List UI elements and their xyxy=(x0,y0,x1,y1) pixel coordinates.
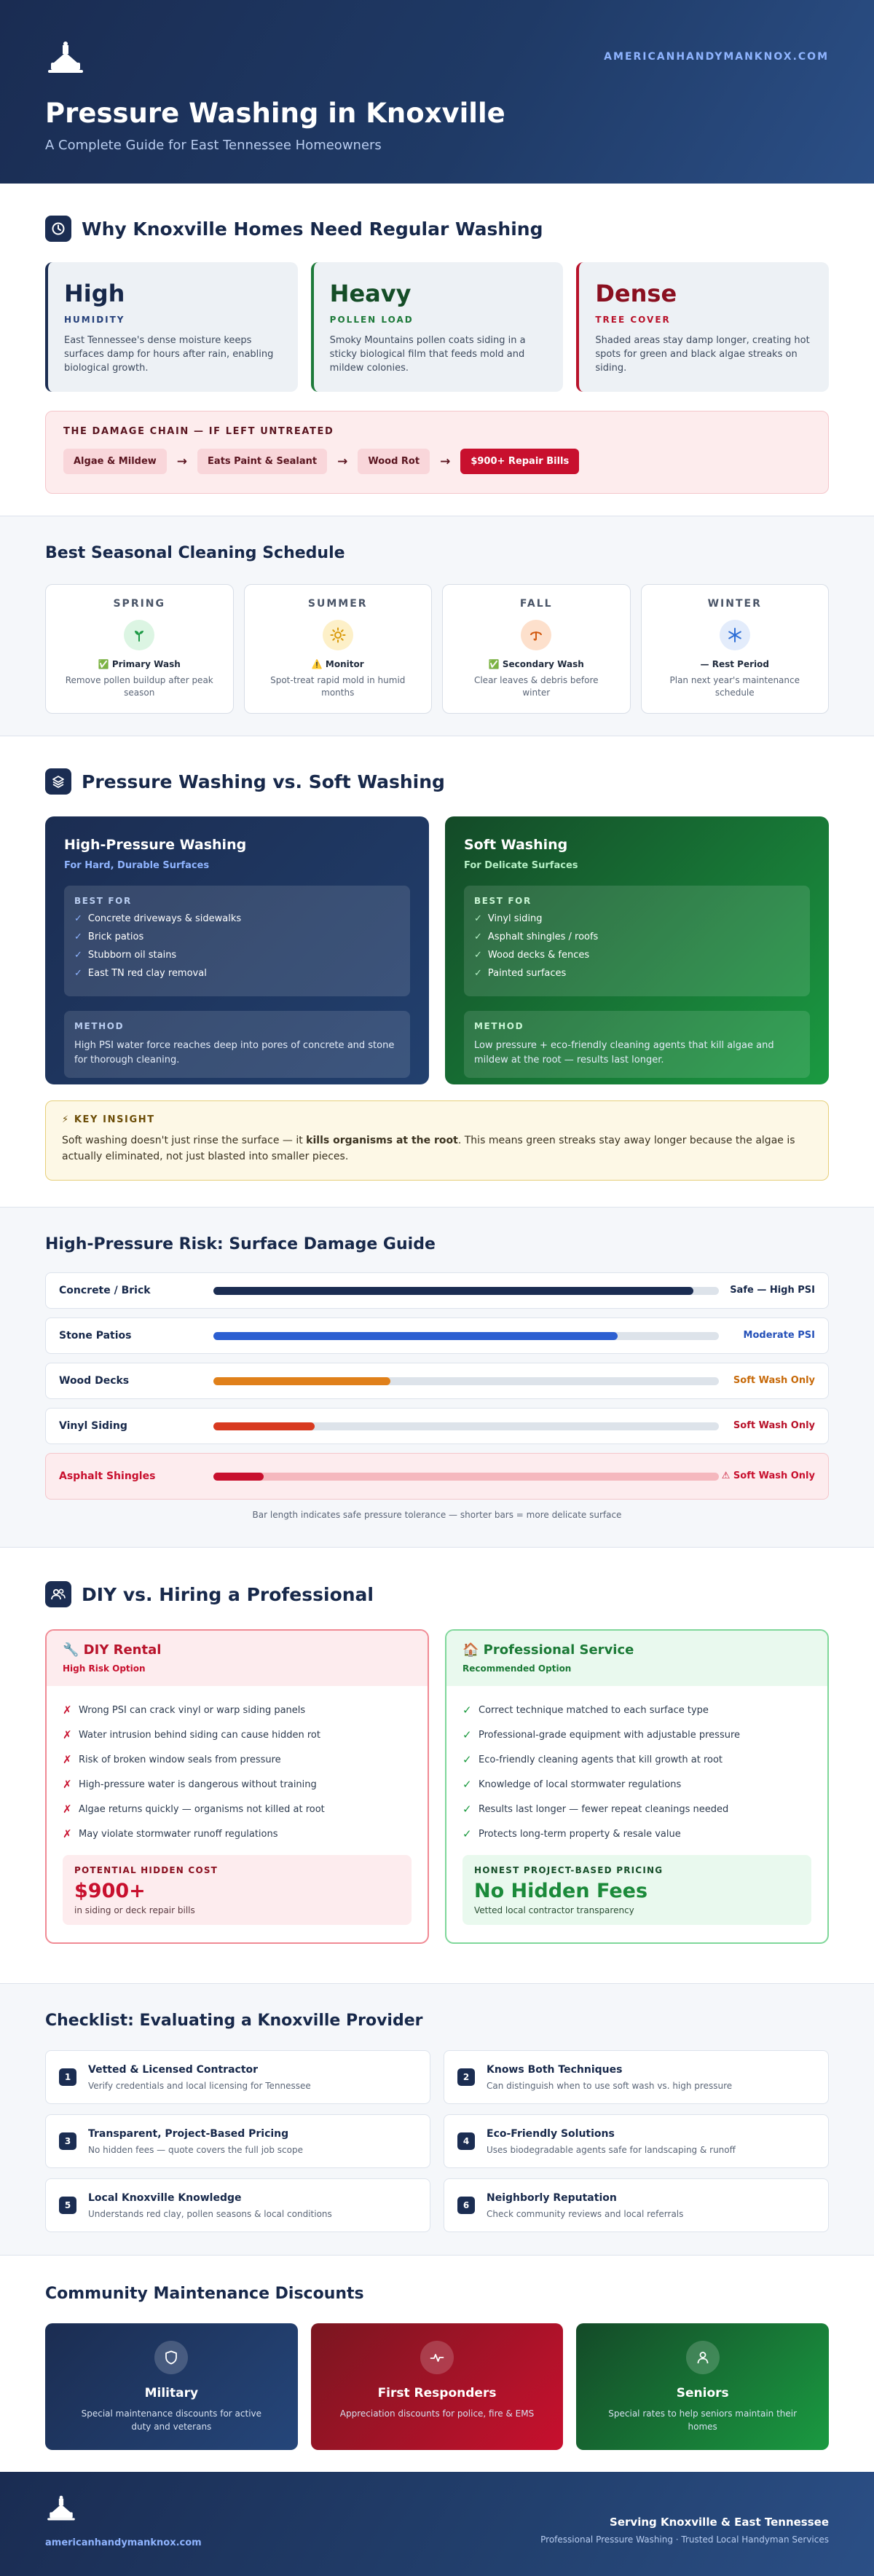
season-name: SPRING xyxy=(113,598,166,610)
compare-section xyxy=(0,736,874,1207)
shield-icon xyxy=(154,2341,188,2374)
stat-tag: POLLEN LOAD xyxy=(329,315,414,325)
list-item xyxy=(63,1797,412,1821)
why-title: Why Knoxville Homes Need Regular Washing xyxy=(82,218,543,240)
cost-label: HONEST PROJECT-BASED PRICING xyxy=(474,1865,664,1875)
cost-note: Vetted local contractor transparency xyxy=(474,1905,634,1915)
card-subtitle: For Delicate Surfaces xyxy=(464,860,578,871)
list-item-text: Protects long-term property & resale value xyxy=(479,1828,681,1840)
discounts-title: Community Maintenance Discounts xyxy=(45,2285,364,2303)
season-desc: Spot-treat rapid mold in humid months xyxy=(270,675,406,698)
panel-title: BEST FOR xyxy=(474,896,532,906)
header xyxy=(0,0,874,184)
soft-wash-card xyxy=(445,816,829,1084)
benefit-list xyxy=(446,1686,827,1846)
sun-icon xyxy=(323,620,353,650)
diy-cards xyxy=(45,1629,829,1944)
season-card-fall xyxy=(442,584,631,714)
stat-desc: Shaded areas stay damp longer, creating hot spots for green and black algae streaks on siding. xyxy=(595,335,810,374)
list-item-text: Asphalt shingles / roofs xyxy=(487,931,599,942)
check-icon: ✓ xyxy=(474,931,482,942)
list-item xyxy=(74,950,400,968)
list-item-text: Wood decks & fences xyxy=(487,950,590,961)
item-body xyxy=(88,2192,332,2219)
cross-icon: ✗ xyxy=(63,1703,72,1717)
discount-desc: Special rates to help seniors maintain their homes xyxy=(608,2408,798,2432)
list-item xyxy=(462,1821,811,1846)
why-heading xyxy=(45,216,829,242)
surface-bar-row xyxy=(45,1363,829,1399)
discount-cards xyxy=(45,2323,829,2450)
list-item xyxy=(74,968,400,986)
risk-title: High-Pressure Risk: Surface Damage Guide xyxy=(45,1235,436,1253)
item-title: Transparent, Project-Based Pricing xyxy=(88,2127,289,2140)
panel-title: METHOD xyxy=(474,1021,524,1031)
insight-text: . This means green streaks stay away longer because the algae is actually eliminated, not just blasted into smaller pieces. xyxy=(62,1135,795,1162)
chain-step: Wood Rot xyxy=(358,449,430,474)
item-body xyxy=(88,2064,311,2091)
heartbeat-icon xyxy=(420,2341,454,2374)
list-item xyxy=(474,913,800,931)
item-title: Knows Both Techniques xyxy=(487,2063,623,2076)
pressure-track xyxy=(213,1377,719,1385)
pressure-bar xyxy=(213,1422,315,1430)
seasons-title: Best Seasonal Cleaning Schedule xyxy=(45,544,345,562)
clock-icon xyxy=(45,216,71,242)
list-item xyxy=(63,1698,412,1722)
check-icon: ✓ xyxy=(74,931,82,942)
list-item-text: Painted surfaces xyxy=(487,968,567,979)
surface-label: Asphalt Shingles xyxy=(59,1470,156,1482)
cross-icon: ✗ xyxy=(63,1827,72,1840)
pressure-rating: Soft Wash Only xyxy=(733,1420,815,1431)
panel-title: METHOD xyxy=(74,1021,125,1031)
footer-tagline: Serving Knoxville & East Tennessee xyxy=(610,2516,829,2529)
header-site-url[interactable]: AMERICANHANDYMANKNOX.COM xyxy=(604,51,829,63)
card-title: High-Pressure Washing xyxy=(64,837,247,853)
discount-desc: Appreciation discounts for police, fire & EMS xyxy=(339,2408,535,2419)
list-item xyxy=(474,968,800,986)
chain-step-final: $900+ Repair Bills xyxy=(460,449,579,474)
list-item xyxy=(74,931,400,950)
compare-heading xyxy=(45,768,829,795)
season-task: ✅ Secondary Wash xyxy=(488,659,584,669)
item-number: 2 xyxy=(457,2068,475,2086)
list-item-text: Correct technique matched to each surface type xyxy=(479,1704,709,1716)
pricing-box xyxy=(462,1855,811,1925)
cost-label: POTENTIAL HIDDEN COST xyxy=(74,1865,219,1875)
check-icon: ✓ xyxy=(474,968,482,979)
method-text: Low pressure + eco-friendly cleaning agents that kill algae and mildew at the root — results last longer. xyxy=(474,1040,774,1066)
pressure-track xyxy=(213,1287,719,1295)
chain-step: Algae & Mildew xyxy=(63,449,167,474)
card-title: 🏠 Professional Service xyxy=(462,1642,634,1658)
card-subtitle: Recommended Option xyxy=(462,1663,572,1674)
discount-card-seniors xyxy=(576,2323,829,2450)
footer xyxy=(0,2472,874,2576)
best-for-panel xyxy=(464,886,810,996)
list-item-text: Knowledge of local stormwater regulations xyxy=(479,1779,682,1790)
insight-title: ⚡ KEY INSIGHT xyxy=(62,1114,155,1125)
item-number: 1 xyxy=(59,2068,76,2086)
check-icon: ✓ xyxy=(462,1753,472,1766)
bar-note: Bar length indicates safe pressure tolerance — shorter bars = more delicate surface xyxy=(252,1510,622,1520)
check-icon: ✓ xyxy=(474,950,482,961)
checklist-item xyxy=(45,2050,430,2104)
stat-tag: TREE COVER xyxy=(595,315,671,325)
checklist-item xyxy=(444,2114,829,2168)
season-name: FALL xyxy=(519,598,553,610)
checklist-item xyxy=(45,2178,430,2232)
stat-value: Dense xyxy=(595,280,677,307)
stat-value: High xyxy=(64,280,125,307)
footer-site-link[interactable]: americanhandymanknox.com xyxy=(45,2537,202,2548)
season-card-winter xyxy=(641,584,830,714)
card-title: Soft Washing xyxy=(464,837,568,853)
list-item-text: Eco-friendly cleaning agents that kill growth at root xyxy=(479,1754,723,1765)
season-task: ✅ Primary Wash xyxy=(98,659,181,669)
list-item xyxy=(462,1772,811,1797)
comparison-cards xyxy=(45,816,829,1084)
stat-desc: Smoky Mountains pollen coats siding in a sticky biological film that feeds mold and mildew colonies. xyxy=(329,335,526,374)
card-header xyxy=(47,1631,428,1686)
discount-title: First Responders xyxy=(377,2386,497,2400)
card-header xyxy=(446,1631,827,1686)
cost-value: $900+ xyxy=(74,1880,146,1902)
surface-bar-row xyxy=(45,1453,829,1500)
item-body xyxy=(88,2128,303,2155)
item-desc: Can distinguish when to use soft wash vs. high pressure xyxy=(487,2080,733,2091)
stat-card-humidity xyxy=(45,262,298,392)
checklist-section xyxy=(0,1984,874,2255)
method-text: High PSI water force reaches deep into pores of concrete and stone for thorough cleaning. xyxy=(74,1040,395,1066)
why-section xyxy=(0,184,874,516)
item-title: Local Knoxville Knowledge xyxy=(88,2191,242,2204)
key-insight-box xyxy=(45,1100,829,1181)
house-logo-icon xyxy=(45,39,86,76)
list-item xyxy=(462,1698,811,1722)
diy-title: DIY vs. Hiring a Professional xyxy=(82,1583,374,1605)
item-title: Eco-Friendly Solutions xyxy=(487,2127,615,2140)
item-number: 5 xyxy=(59,2197,76,2214)
pressure-bar xyxy=(213,1287,693,1295)
diy-heading xyxy=(45,1581,829,1607)
check-icon: ✓ xyxy=(462,1803,472,1816)
list-item xyxy=(63,1722,412,1747)
person-icon xyxy=(686,2341,720,2374)
list-item-text: Brick patios xyxy=(87,931,144,942)
surface-label: Stone Patios xyxy=(59,1330,132,1342)
list-item-text: Concrete driveways & sidewalks xyxy=(87,913,242,924)
pressure-rating: ⚠ Soft Wash Only xyxy=(721,1470,815,1481)
surface-label: Wood Decks xyxy=(59,1375,130,1387)
panel-title: BEST FOR xyxy=(74,896,132,906)
pressure-rating: Moderate PSI xyxy=(743,1330,815,1341)
discount-title: Seniors xyxy=(676,2386,729,2400)
checklist-grid xyxy=(45,2050,829,2232)
best-for-panel xyxy=(64,886,410,996)
item-body xyxy=(487,2064,732,2091)
cost-value: No Hidden Fees xyxy=(474,1880,648,1902)
item-title: Neighborly Reputation xyxy=(487,2191,617,2204)
season-task: ⚠️ Monitor xyxy=(311,659,364,669)
season-card-summer xyxy=(244,584,433,714)
pressure-bar xyxy=(213,1473,264,1481)
method-panel xyxy=(464,1011,810,1078)
list-item xyxy=(63,1821,412,1846)
high-pressure-card xyxy=(45,816,429,1084)
arrow-right-icon: → xyxy=(337,454,348,469)
list-item xyxy=(462,1722,811,1747)
stat-cards xyxy=(45,262,829,392)
list-item-text: Vinyl siding xyxy=(487,913,543,924)
card-title: 🔧 DIY Rental xyxy=(63,1642,162,1658)
check-icon: ✓ xyxy=(74,968,82,979)
check-icon: ✓ xyxy=(74,913,82,924)
snowflake-icon xyxy=(720,620,750,650)
stat-tag: HUMIDITY xyxy=(64,315,125,325)
footer-services: Professional Pressure Washing · Trusted Local Handyman Services xyxy=(540,2534,829,2545)
list-item xyxy=(462,1797,811,1821)
list-item-text: Algae returns quickly — organisms not killed at root xyxy=(79,1803,325,1815)
surface-bar-row xyxy=(45,1272,829,1309)
item-number: 4 xyxy=(457,2132,475,2150)
checklist-item xyxy=(444,2050,829,2104)
item-title: Vetted & Licensed Contractor xyxy=(88,2063,259,2076)
page-title: Pressure Washing in Knoxville xyxy=(45,98,505,129)
season-cards xyxy=(45,584,829,714)
list-item-text: Water intrusion behind siding can cause hidden rot xyxy=(79,1729,320,1741)
pro-service-card xyxy=(445,1629,829,1944)
pressure-rating: Soft Wash Only xyxy=(733,1375,815,1386)
list-item-text: High-pressure water is dangerous without training xyxy=(79,1779,317,1790)
check-icon: ✓ xyxy=(462,1703,472,1717)
discount-title: Military xyxy=(144,2386,199,2400)
stat-card-tree-cover xyxy=(576,262,829,392)
list-item-text: May violate stormwater runoff regulations xyxy=(79,1828,278,1840)
best-for-list xyxy=(74,913,400,986)
item-body xyxy=(487,2128,736,2155)
insight-text: Soft washing doesn't just rinse the surface — it xyxy=(62,1135,307,1146)
list-item xyxy=(74,913,400,931)
pressure-track xyxy=(213,1332,719,1340)
list-item-text: Wrong PSI can crack vinyl or warp siding panels xyxy=(79,1704,306,1716)
compare-title: Pressure Washing vs. Soft Washing xyxy=(82,771,445,792)
check-icon: ✓ xyxy=(474,913,482,924)
diy-rental-card xyxy=(45,1629,429,1944)
damage-chain-steps xyxy=(63,449,811,474)
checklist-item xyxy=(45,2114,430,2168)
stat-desc: East Tennessee's dense moisture keeps surfaces damp for hours after rain, enabling biological growth. xyxy=(64,335,274,374)
users-icon xyxy=(45,1581,71,1607)
method-panel xyxy=(64,1011,410,1078)
item-number: 6 xyxy=(457,2197,475,2214)
insight-emphasis: kills organisms at the root xyxy=(306,1135,458,1146)
cost-note: in siding or deck repair bills xyxy=(74,1905,195,1915)
hidden-cost-box xyxy=(63,1855,412,1925)
list-item xyxy=(63,1772,412,1797)
damage-chain-title: THE DAMAGE CHAIN — IF LEFT UNTREATED xyxy=(63,426,334,437)
pressure-track xyxy=(213,1473,719,1481)
season-desc: Plan next year's maintenance schedule xyxy=(669,675,800,698)
list-item xyxy=(474,931,800,950)
item-desc: No hidden fees — quote covers the full job scope xyxy=(88,2144,303,2155)
check-icon: ✓ xyxy=(462,1827,472,1840)
cross-icon: ✗ xyxy=(63,1728,72,1741)
item-number: 3 xyxy=(59,2132,76,2150)
surface-label: Concrete / Brick xyxy=(59,1285,151,1296)
surface-label: Vinyl Siding xyxy=(59,1420,127,1432)
season-name: WINTER xyxy=(707,598,762,610)
umbrella-icon xyxy=(521,620,551,650)
item-body xyxy=(487,2192,683,2219)
cross-icon: ✗ xyxy=(63,1803,72,1816)
discounts-section xyxy=(0,2256,874,2472)
check-icon: ✓ xyxy=(74,950,82,961)
damage-chain xyxy=(45,411,829,494)
arrow-right-icon: → xyxy=(440,454,451,469)
item-desc: Uses biodegradable agents safe for landscaping & runoff xyxy=(487,2144,736,2155)
item-desc: Verify credentials and local licensing for Tennessee xyxy=(88,2080,311,2091)
pressure-bar xyxy=(213,1332,618,1340)
list-item-text: Risk of broken window seals from pressure xyxy=(79,1754,281,1765)
chain-step: Eats Paint & Sealant xyxy=(197,449,327,474)
list-item-text: East TN red clay removal xyxy=(87,968,207,979)
checklist-title: Checklist: Evaluating a Knoxville Provider xyxy=(45,2012,423,2030)
layers-icon xyxy=(45,768,71,795)
list-item-text: Professional-grade equipment with adjustable pressure xyxy=(479,1729,741,1741)
card-subtitle: High Risk Option xyxy=(63,1663,146,1674)
diy-section xyxy=(0,1548,874,1983)
discount-card-first-responders xyxy=(311,2323,564,2450)
risk-list xyxy=(47,1686,428,1846)
pressure-track xyxy=(213,1422,719,1430)
list-item xyxy=(462,1747,811,1772)
item-desc: Understands red clay, pollen seasons & local conditions xyxy=(88,2208,332,2219)
house-logo-icon xyxy=(45,2494,77,2523)
season-name: SUMMER xyxy=(307,598,368,610)
season-task: — Rest Period xyxy=(700,659,769,669)
season-desc: Remove pollen buildup after peak season xyxy=(65,675,213,698)
stat-value: Heavy xyxy=(329,280,412,307)
list-item xyxy=(63,1747,412,1772)
surface-bar-row xyxy=(45,1408,829,1444)
surface-bar-list xyxy=(45,1272,829,1500)
item-desc: Check community reviews and local referrals xyxy=(487,2208,684,2219)
risk-section xyxy=(0,1208,874,1547)
best-for-list xyxy=(474,913,800,986)
pressure-rating: Safe — High PSI xyxy=(730,1285,815,1296)
insight-body xyxy=(62,1133,812,1165)
cross-icon: ✗ xyxy=(63,1753,72,1766)
sprout-icon xyxy=(124,620,154,650)
discount-desc: Special maintenance discounts for active duty and veterans xyxy=(81,2408,262,2432)
card-subtitle: For Hard, Durable Surfaces xyxy=(64,860,210,871)
season-card-spring xyxy=(45,584,234,714)
list-item-text: Results last longer — fewer repeat cleanings needed xyxy=(479,1803,729,1815)
season-desc: Clear leaves & debris before winter xyxy=(473,675,599,698)
list-item xyxy=(474,950,800,968)
pressure-bar xyxy=(213,1377,390,1385)
arrow-right-icon: → xyxy=(176,454,188,469)
stat-card-pollen xyxy=(311,262,564,392)
surface-bar-row xyxy=(45,1317,829,1354)
cross-icon: ✗ xyxy=(63,1778,72,1791)
check-icon: ✓ xyxy=(462,1778,472,1791)
discount-card-military xyxy=(45,2323,298,2450)
page-subtitle: A Complete Guide for East Tennessee Homeowners xyxy=(45,138,382,153)
check-icon: ✓ xyxy=(462,1728,472,1741)
checklist-item xyxy=(444,2178,829,2232)
seasons-section xyxy=(0,516,874,736)
list-item-text: Stubborn oil stains xyxy=(87,950,177,961)
